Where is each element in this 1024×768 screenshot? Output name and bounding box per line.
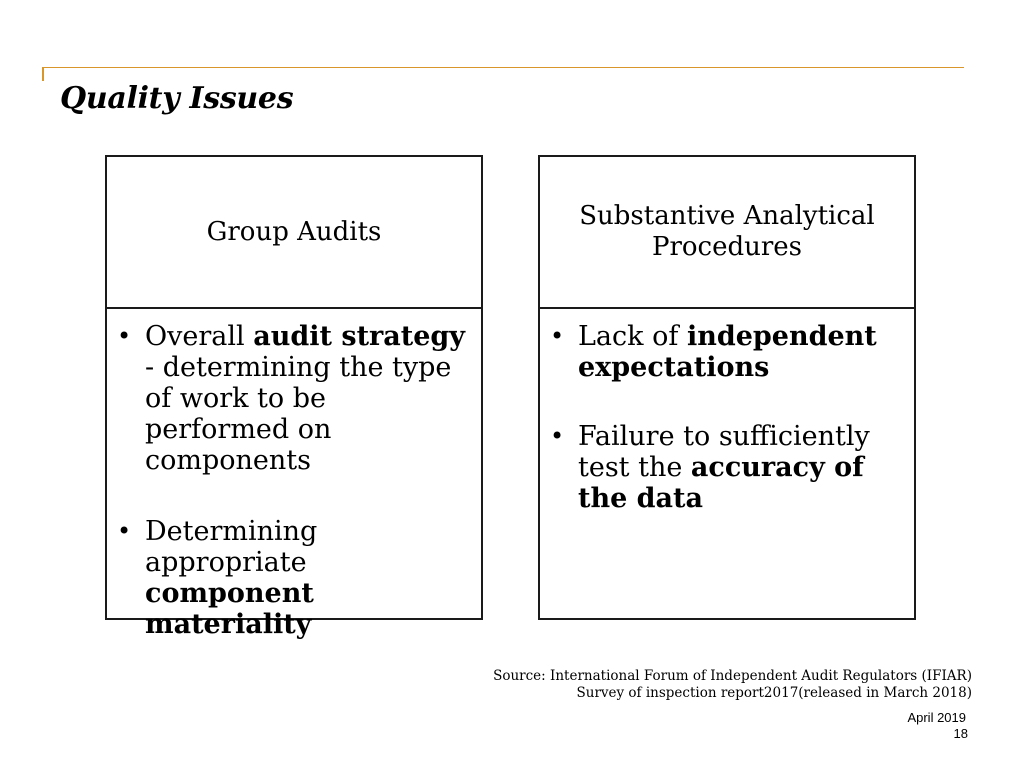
source-citation: [493, 668, 972, 702]
bullet-list: [550, 321, 904, 514]
bullet-icon: •: [117, 517, 132, 545]
source-line-1: Source: International Forum of Independent Audit Regulators (IFIAR): [493, 668, 972, 684]
bullet-text: Overall audit strategy - determining the type of work to be performed on components: [145, 321, 465, 476]
bullet-item: [550, 321, 904, 383]
card-group-audits: [105, 155, 483, 640]
bullet-text: Lack of independent expectations: [578, 321, 877, 383]
bullet-list: [117, 321, 471, 640]
slide-footer: [907, 710, 966, 742]
bullet-item: [117, 321, 471, 476]
bullet-item: [550, 421, 904, 514]
bullet-text: Determining appropriate component materiality: [145, 516, 318, 640]
card-body: [107, 309, 481, 640]
title-underline-rule: [42, 67, 964, 68]
card-substantive-analytical-procedures: [538, 155, 916, 620]
title-rule-tick: [42, 67, 44, 81]
bullet-icon: •: [550, 322, 565, 350]
footer-date: April 2019: [907, 710, 966, 725]
card-heading: Substantive Analytical Procedures: [540, 157, 914, 309]
bullet-icon: •: [117, 322, 132, 350]
card-body: [540, 309, 914, 514]
slide-title: Quality Issues: [60, 81, 294, 116]
page-number: 18: [953, 726, 968, 741]
bullet-item: [117, 516, 471, 640]
bullet-icon: •: [550, 422, 565, 450]
bullet-text: Failure to sufficiently test the accuracy of the data: [578, 421, 870, 514]
card-heading: Group Audits: [107, 157, 481, 309]
source-line-2: Survey of inspection report2017(released in March 2018): [576, 685, 972, 701]
